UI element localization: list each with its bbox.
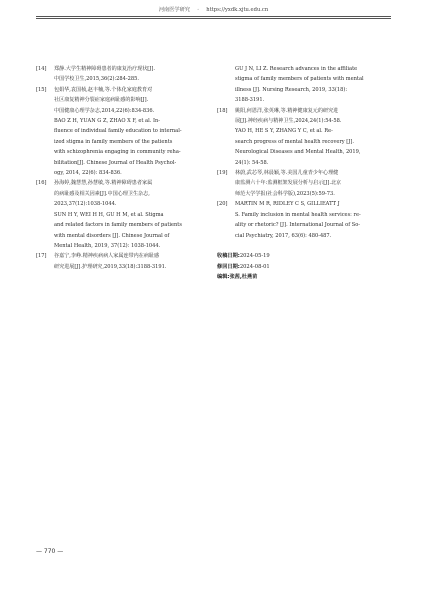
reference-number: [15]: [36, 86, 47, 93]
reference-entry: [36, 251, 206, 272]
reference-entry: [36, 64, 206, 85]
reference-line: 康监测六十年:监测框架发展分析与启示[J].北京: [235, 180, 342, 187]
reference-entry: [36, 178, 206, 251]
reference-line: 中国学校卫生,2015,36(2):284-285.: [54, 76, 139, 83]
reference-line: 包娟华,袁国桢,赵丰楠,等.个体化家庭教育对: [54, 86, 153, 93]
reference-line: ogy, 2014, 22(6): 834-836.: [54, 170, 122, 177]
reference-number: [16]: [36, 180, 47, 187]
journal-name: 河南医学研究: [158, 7, 190, 13]
reference-line: 研究进展[J].护理研究,2019,33(18):3188-3191.: [54, 263, 167, 270]
meta-label: 修回日期:: [217, 263, 240, 270]
reference-line: 谷嘉宁,李峥.精神疾病病人家属连带内在病耻感: [54, 253, 160, 260]
reference-line: with schizophrenia engaging in community reha-: [54, 149, 181, 156]
reference-line: SUN H Y, WEI H H, GU H M, et al. Stigma: [54, 211, 164, 218]
reference-line: ized stigma in family members of the patients: [54, 138, 173, 145]
reference-line: YAO H, HE S Y, ZHANG Y C, et al. Re-: [235, 128, 333, 135]
meta-value: 2024-08-01: [239, 263, 270, 270]
reference-number: [14]: [36, 66, 47, 72]
reference-entry: [217, 199, 387, 241]
reference-line: ality or rhetoric? [J]. International Journal of So-: [235, 222, 360, 229]
meta-label: 编辑:: [217, 274, 230, 281]
reference-line: 24(1): 54-58.: [235, 159, 269, 166]
reference-line: MARTIN M R, RIDLEY C S, GILLIEATT J: [235, 201, 340, 208]
reference-line: stigma of family members of patients with mental: [235, 76, 364, 83]
reference-line: 中国健康心理学杂志,2014,22(6):834-836.: [54, 107, 155, 114]
meta-value: 2024-05-19: [239, 252, 270, 259]
reference-entry: [217, 64, 387, 106]
reference-line: cial Psychiatry, 2017, 63(6): 480-487.: [235, 232, 332, 239]
reference-line: 林蔚,武芯琴,林晨颖,等.美国儿童青少年心理健: [235, 170, 339, 177]
reference-entry: [36, 85, 206, 179]
reference-entry: [217, 168, 387, 199]
reference-line: 师范大学学报(社会科学版),2023(5):59-73.: [235, 190, 335, 197]
reference-number: [20]: [217, 201, 228, 208]
reference-number: [17]: [36, 253, 47, 260]
reference-line: 郑静.大学生精神障碍患者的康复治疗现状[J].: [54, 66, 155, 72]
reference-line: 社区康复精神分裂症家庭病耻感的影响[J].: [54, 97, 149, 104]
reference-line: BAO Z H, YUAN G Z, ZHAO X F, et al. In-: [54, 118, 160, 125]
page-number: — 770 —: [36, 548, 64, 555]
meta-row: [217, 262, 387, 273]
reference-line: Neurological Diseases and Mental Health, 2019,: [235, 149, 361, 156]
meta-label: 收稿日期:: [217, 252, 240, 259]
reference-line: 3188-3191.: [235, 97, 265, 104]
reference-line: search progress of mental health recovery [J].: [235, 138, 354, 145]
references-right-column: [217, 64, 387, 283]
reference-line: S. Family inclusion in mental health services: re-: [235, 211, 361, 218]
reference-line: 展[J].神经疾病与精神卫生,2024,24(1):54-58.: [235, 118, 342, 125]
meta-row: [217, 272, 387, 283]
meta-row: [217, 251, 387, 262]
reference-line: bilitation[J]. Chinese Journal of Health Psychol-: [54, 159, 177, 166]
reference-line: fluence of individual family education to internal-: [54, 128, 182, 135]
reference-line: 的病耻感及相关因素[J].中国心理卫生杂志,: [54, 190, 150, 197]
reference-line: GU J N, LI Z. Research advances in the affiliate: [235, 66, 358, 72]
reference-line: and related factors in family members of patients: [54, 222, 182, 229]
header-rule-top: [36, 16, 391, 17]
reference-line: 2023,37(12):1038-1044.: [54, 201, 117, 208]
reference-line: 姚阳,何恩洋,张英琳,等.精神健康复元的研究进: [235, 107, 339, 114]
reference-entry: [217, 106, 387, 168]
reference-line: with mental disorders [J]. Chinese Journal of: [54, 232, 170, 239]
reference-line: illness [J]. Nursing Research, 2019, 33(18):: [235, 86, 348, 93]
running-header: [0, 6, 427, 13]
references-left-column: [36, 64, 206, 272]
reference-line: 孙海婷,魏慧慧,孙慧敏,等.精神障碍患者家属: [54, 180, 153, 187]
header-rule-bottom: [36, 18, 391, 19]
reference-number: [19]: [217, 170, 228, 177]
article-meta: [217, 251, 387, 283]
header-separator: ·: [197, 7, 199, 13]
reference-number: [18]: [217, 107, 228, 114]
journal-url[interactable]: https://yxdk.xjtu.edu.cn: [206, 7, 269, 13]
meta-value: 张茜,杜燕苗: [229, 274, 258, 281]
reference-line: Mental Health, 2019, 37(12): 1038-1044.: [54, 242, 161, 249]
